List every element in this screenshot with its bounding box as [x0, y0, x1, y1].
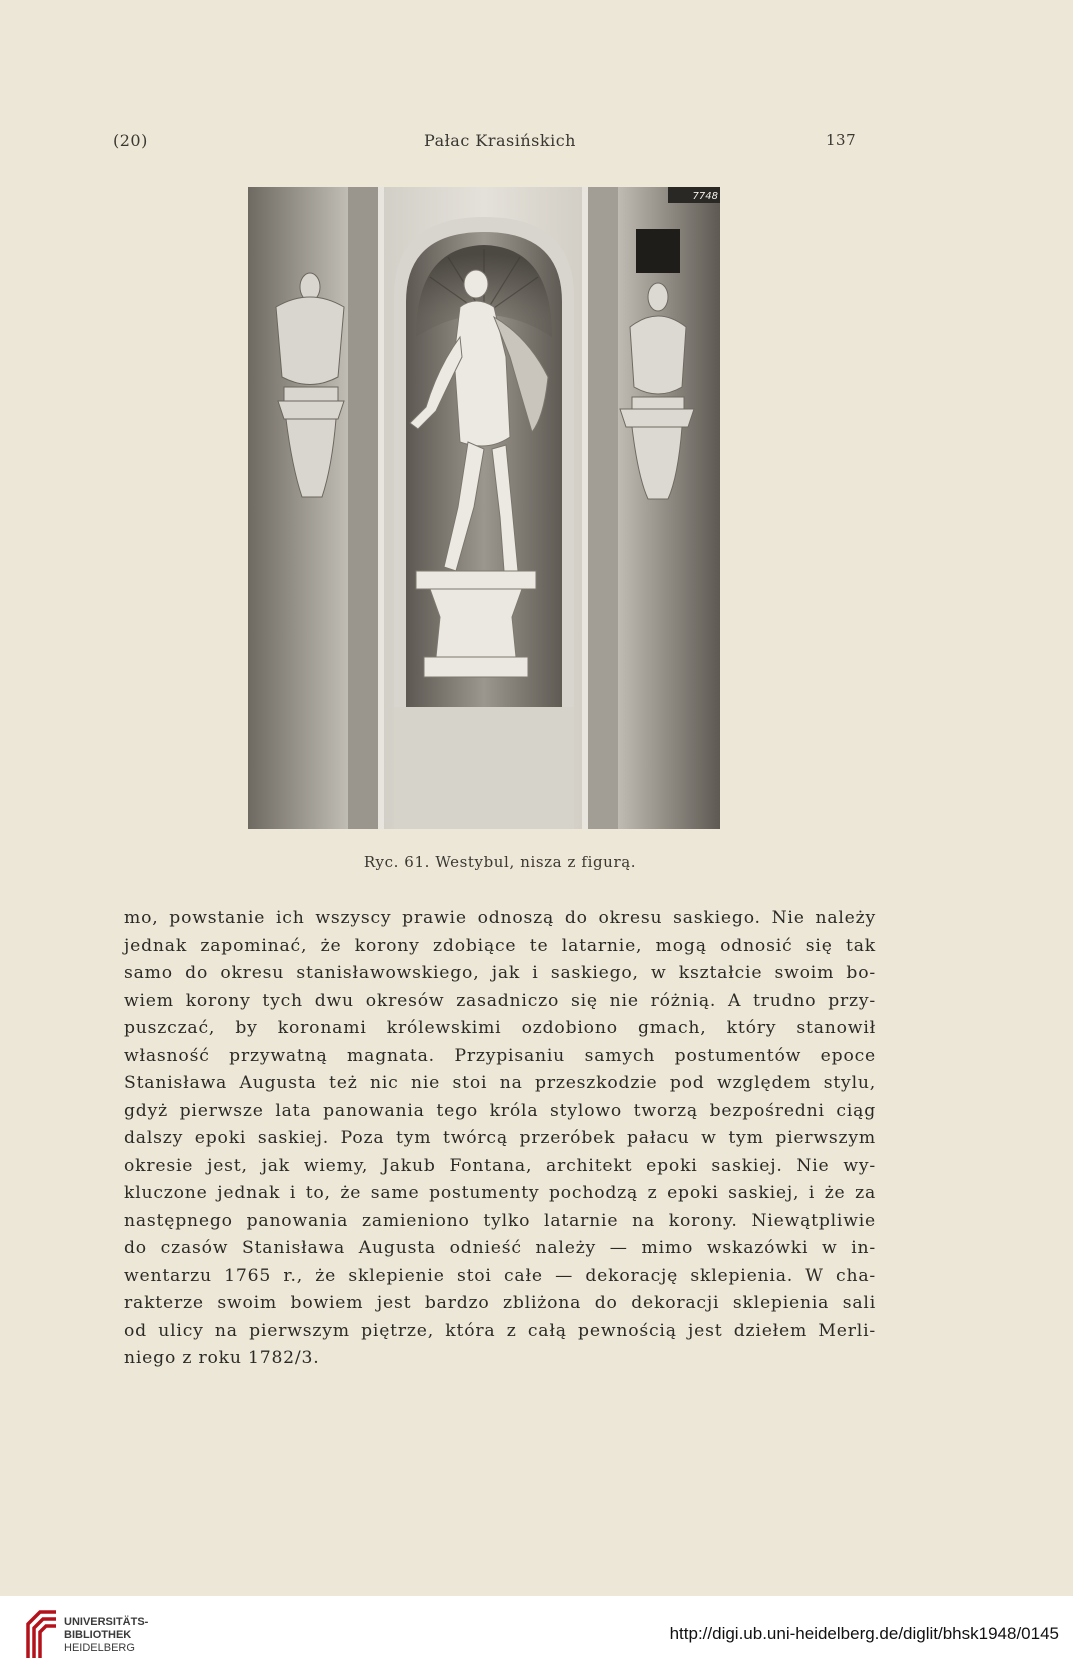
permalink-url[interactable]: http://digi.ub.uni-heidelberg.de/diglit/bhsk1948/0145	[669, 1624, 1059, 1643]
text-line: niego z roku 1782/3.	[124, 1348, 320, 1368]
library-name	[64, 1616, 148, 1655]
text-line: kluczone jednak i to, że same postumenty pochodzą z epoki saskiej, i że za	[124, 1183, 876, 1203]
text-line: dalszy epoki saskiej. Poza tym twórcą przeróbek pałacu w tym pierwszym	[124, 1128, 876, 1148]
library-logo-icon	[26, 1610, 58, 1660]
figure-caption: Ryc. 61. Westybul, nisza z figurą.	[363, 853, 637, 871]
library-name-line: HEIDELBERG	[64, 1642, 135, 1654]
running-title: Pałac Krasińskich	[424, 131, 576, 150]
photo-stamp: 7748	[692, 191, 718, 202]
text-line: następnego panowania zamieniono tylko latarnie na korony. Niewątpliwie	[124, 1210, 876, 1231]
text-line: wiem korony tych dwu okresów zasadniczo się nie różnią. A trudno przy-	[124, 990, 876, 1011]
text-line: puszczać, by koronami królewskimi ozdobiono gmach, który stanowił	[124, 1018, 876, 1038]
text-line: okresie jest, jak wiemy, Jakub Fontana, architekt epoki saskiej. Nie wy-	[124, 1155, 876, 1176]
text-line: samo do okresu stanisławowskiego, jak i saskiego, w kształcie swoim bo-	[124, 963, 876, 983]
library-name-line: UNIVERSITÄTS-	[64, 1616, 149, 1628]
figure-photograph	[248, 187, 720, 829]
text-line: własność przywatną magnata. Przypisaniu samych postumentów epoce	[124, 1045, 876, 1066]
page-section-number: (20)	[113, 131, 148, 150]
library-name-line: BIBLIOTHEK	[64, 1629, 132, 1641]
text-line: do czasów Stanisława Augusta odnieść należy — mimo wskazówki w in-	[124, 1238, 876, 1258]
text-line: Stanisława Augusta też nic nie stoi na przeszkodzie pod względem stylu,	[124, 1073, 876, 1093]
page-number: 137	[826, 131, 857, 149]
digitization-footer	[0, 1596, 1073, 1674]
text-line: od ulicy na pierwszym piętrze, która z całą pewnością jest dziełem Merli-	[124, 1320, 876, 1341]
body-text	[124, 905, 876, 1373]
text-line: mo, powstanie ich wszyscy prawie odnoszą do okresu saskiego. Nie należy	[124, 908, 876, 928]
text-line: jednak zapominać, że korony zdobiące te latarnie, mogą odnosić się tak	[124, 935, 876, 956]
text-line: wentarzu 1765 r., że sklepienie stoi całe — dekorację sklepienia. W cha-	[124, 1265, 876, 1286]
text-line: rakterze swoim bowiem jest bardzo zbliżona do dekoracji sklepienia sali	[124, 1293, 876, 1313]
text-line: gdyż pierwsze lata panowania tego króla stylowo tworzą bezpośredni ciąg	[124, 1100, 876, 1121]
